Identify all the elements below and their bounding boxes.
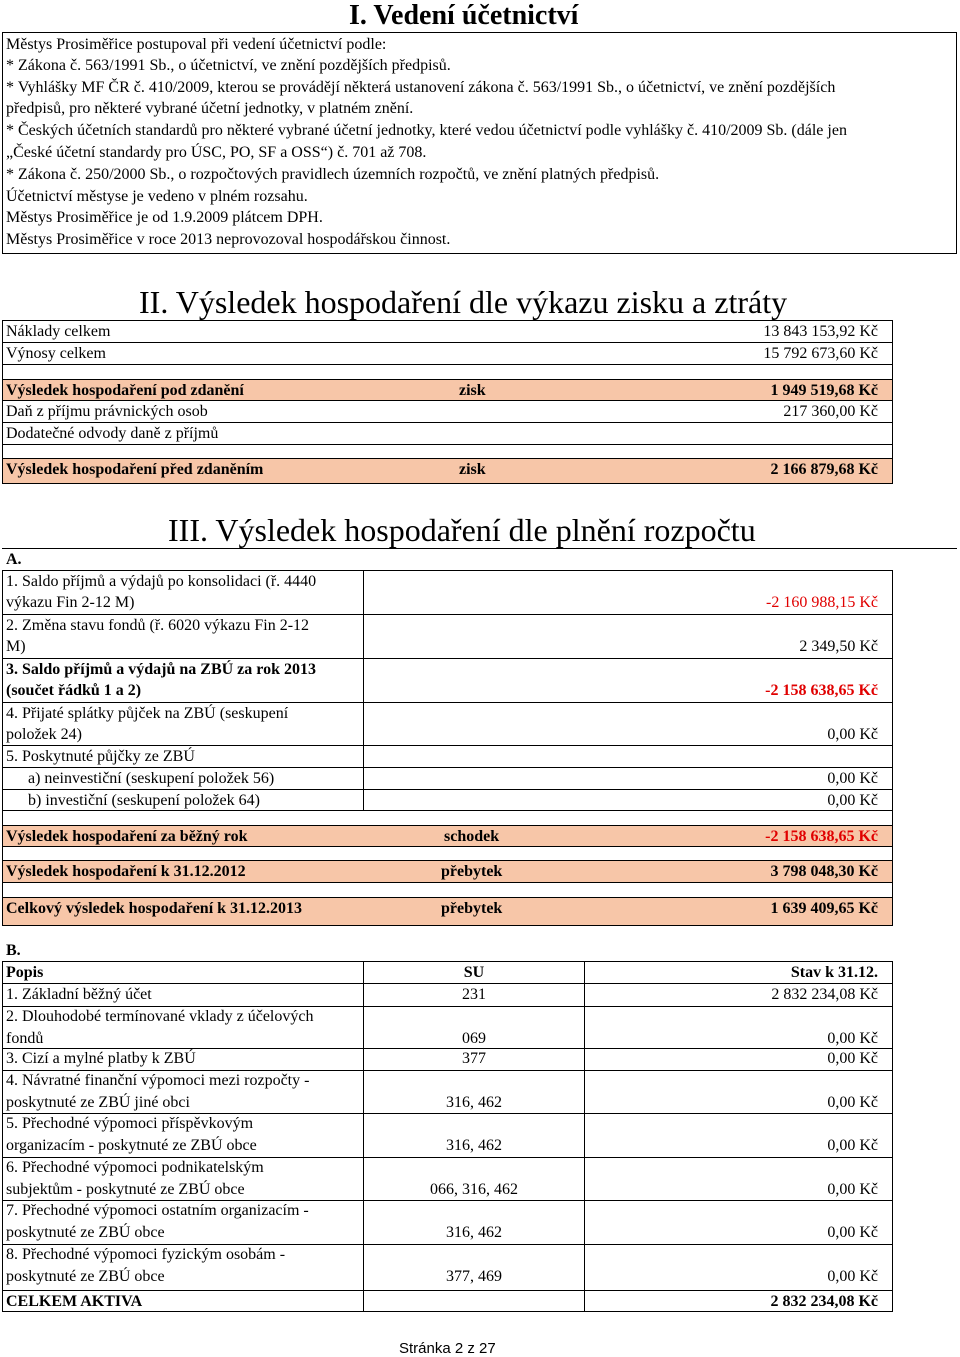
dan-value: 217 360,00 Kč [783,403,878,420]
r4-value: 0,00 Kč [827,726,878,743]
b-row-label-2: poskytnuté ze ZBÚ obce [6,1224,165,1241]
r2-value: 2 349,50 Kč [799,638,878,655]
section1-line: Městys Prosiměřice postupoval při vedení účetnictví podle: [6,36,387,53]
naklady-value: 13 843 153,92 Kč [763,323,878,340]
r5a-value: 0,00 Kč [827,770,878,787]
b-row-su: 066, 316, 462 [430,1181,518,1198]
bezny-label: Výsledek hospodaření za běžný rok [6,828,248,845]
r1-label-2: výkazu Fin 2-12 M) [6,594,135,611]
total-value: 2 832 234,08 Kč [770,1293,878,1310]
b-row-value: 0,00 Kč [827,1268,878,1285]
section1-line: „České účetní standardy pro ÚSC, PO, SF a OSS“) č. 701 až 708. [6,144,427,161]
vh-pred-type: zisk [459,461,486,478]
b-row-label-1: 6. Přechodné výpomoci podnikatelským [6,1159,264,1176]
k2012-type: přebytek [441,863,503,880]
page-number: Stránka 2 z 27 [399,1340,496,1357]
b-row-su: 377, 469 [446,1268,502,1285]
section1-line: Účetnictví městyse je vedeno v plném rozsahu. [6,188,308,205]
r5b-value: 0,00 Kč [827,792,878,809]
r5-label: 5. Poskytnuté půjčky ze ZBÚ [6,748,195,765]
header-popis: Popis [6,964,44,981]
section1-line: Městys Prosiměřice v roce 2013 neprovozoval hospodářskou činnost. [6,231,451,248]
section-b-label: B. [6,942,21,959]
section3-a-label: A. [6,551,22,568]
b-row-su: 377 [462,1050,486,1067]
r2-label-2: M) [6,638,26,655]
vh-pod-value: 1 949 519,68 Kč [770,382,878,399]
celk-value: 1 639 409,65 Kč [770,900,878,917]
r2-label-1: 2. Změna stavu fondů (ř. 6020 výkazu Fin 2-12 [6,617,310,634]
k2012-label: Výsledek hospodaření k 31.12.2012 [6,863,246,880]
b-row-label-1: 5. Přechodné výpomoci příspěvkovým [6,1115,254,1132]
b-row-label-2: subjektům - poskytnuté ze ZBÚ obce [6,1181,245,1198]
b-row-value: 2 832 234,08 Kč [771,986,878,1003]
b-row-label-2: poskytnuté ze ZBÚ obce [6,1268,165,1285]
b-row-label-1: 1. Základní běžný účet [6,986,152,1003]
r5b-label: b) investiční (seskupení položek 64) [28,792,260,809]
section1-line: předpisů, pro některé vybrané účetní jednotky, v platném znění. [6,100,414,117]
r4-label-2: položek 24) [6,726,82,743]
header-su: SU [463,964,485,981]
b-row-label-2: fondů [6,1030,44,1047]
section1-line: * Zákona č. 250/2000 Sb., o rozpočtových pravidlech územních rozpočtů, ve znění platných předpisů. [6,166,660,183]
b-row-label-2: organizacím - poskytnuté ze ZBÚ obce [6,1137,257,1154]
b-row-su: 316, 462 [446,1224,502,1241]
b-row-label-2: poskytnuté ze ZBÚ jiné obci [6,1094,190,1111]
b-row-value: 0,00 Kč [827,1050,878,1067]
b-row-su: 316, 462 [446,1137,502,1154]
r1-value: -2 160 988,15 Kč [766,594,878,611]
total-label: CELKEM AKTIVA [6,1293,143,1310]
vh-pred-label: Výsledek hospodaření před zdaněním [6,461,264,478]
r3-label-2: (součet řádků 1 a 2) [6,682,142,699]
r3-value: -2 158 638,65 Kč [765,682,878,699]
b-row-su: 069 [462,1030,486,1047]
b-row-label-1: 2. Dlouhodobé termínované vklady z účelových [6,1008,314,1025]
dan-label: Daň z příjmu právnických osob [6,403,208,420]
vh-pod-type: zisk [459,382,486,399]
r4-label-1: 4. Přijaté splátky půjček na ZBÚ (seskupení [6,705,289,722]
section1-line: * Zákona č. 563/1991 Sb., o účetnictví, ve znění pozdějších předpisů. [6,57,451,74]
r5a-label: a) neinvestiční (seskupení položek 56) [28,770,275,787]
bezny-value: -2 158 638,65 Kč [765,828,878,845]
b-row-value: 0,00 Kč [827,1181,878,1198]
b-row-value: 0,00 Kč [827,1224,878,1241]
header-stav: Stav k 31.12. [790,964,878,981]
b-row-value: 0,00 Kč [827,1137,878,1154]
odvody-label: Dodatečné odvody daně z příjmů [6,425,219,442]
b-row-su: 231 [462,986,486,1003]
celk-type: přebytek [441,900,503,917]
section1-line: Městys Prosiměřice je od 1.9.2009 plátcem DPH. [6,209,323,226]
k2012-value: 3 798 048,30 Kč [770,863,878,880]
b-row-label-1: 3. Cizí a mylné platby k ZBÚ [6,1050,196,1067]
b-row-value: 0,00 Kč [827,1094,878,1111]
b-row-value: 0,00 Kč [827,1030,878,1047]
r1-label-1: 1. Saldo příjmů a výdajů po konsolidaci (ř. 4440 [6,573,317,590]
section1-line: * Vyhlášky MF ČR č. 410/2009, kterou se provádějí některá ustanovení zákona č. 563/1991 Sb., o účetnictví, ve znění pozdějších [6,79,836,96]
section1-title: I. Vedení účetnictví [349,0,579,31]
b-row-label-1: 8. Přechodné výpomoci fyzickým osobám - [6,1246,286,1263]
vynosy-label: Výnosy celkem [6,345,106,362]
section1-line: * Českých účetních standardů pro některé vybrané účetní jednotky, které vedou účetnictví podle vyhlášky č. 410/2009 Sb. (dále jen [6,122,847,139]
section3-title: III. Výsledek hospodaření dle plnění rozpočtu [168,512,756,548]
r3-label-1: 3. Saldo příjmů a výdajů na ZBÚ za rok 2013 [6,661,316,678]
b-row-label-1: 7. Přechodné výpomoci ostatním organizacím - [6,1202,309,1219]
bezny-type: schodek [444,828,500,845]
b-row-label-1: 4. Návratné finanční výpomoci mezi rozpočty - [6,1072,310,1089]
vh-pod-label: Výsledek hospodaření pod zdanění [6,382,244,399]
b-row-su: 316, 462 [446,1094,502,1111]
naklady-label: Náklady celkem [6,323,111,340]
section2-title: II. Výsledek hospodaření dle výkazu zisku a ztráty [139,284,788,320]
celk-label: Celkový výsledek hospodaření k 31.12.2013 [6,900,303,917]
vh-pred-value: 2 166 879,68 Kč [770,461,878,478]
vynosy-value: 15 792 673,60 Kč [763,345,878,362]
